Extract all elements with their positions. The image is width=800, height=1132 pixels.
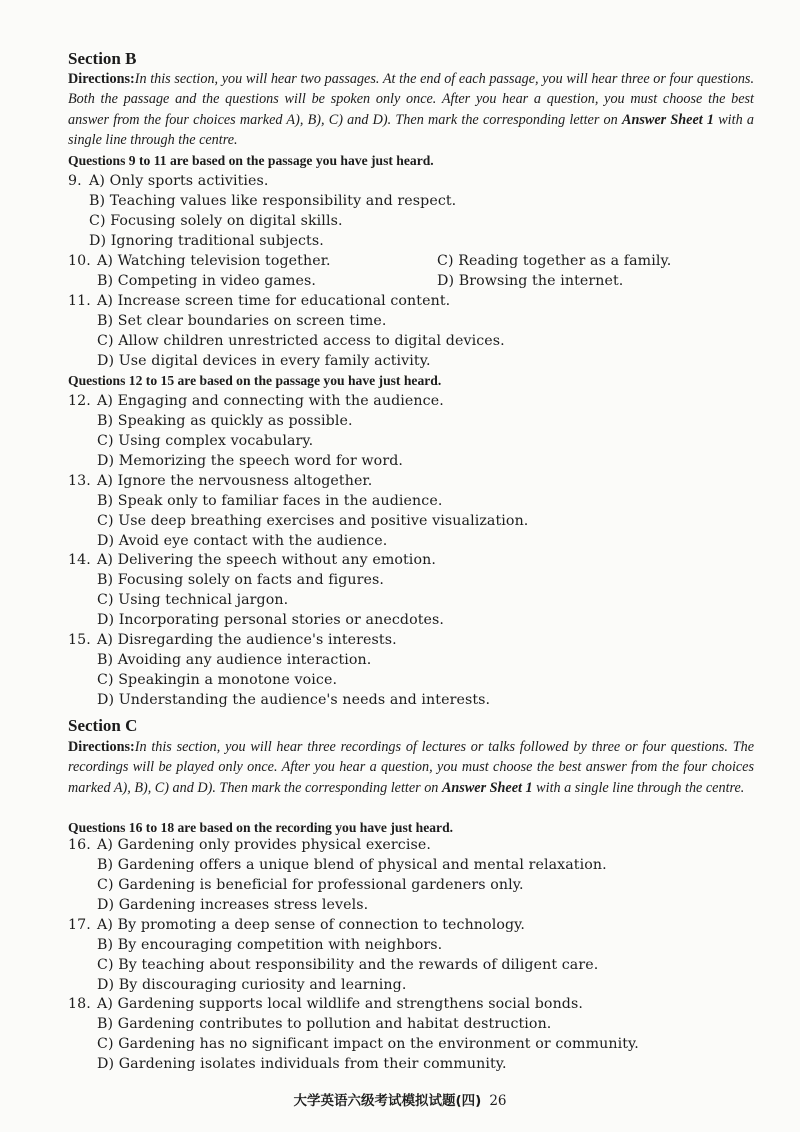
question-number: 11.: [68, 293, 91, 309]
directions-label: Directions:: [68, 739, 135, 755]
answer-sheet-ref: Answer Sheet 1: [621, 111, 714, 128]
answer-sheet-ref: Answer Sheet 1: [441, 779, 533, 796]
answer-option: A) Delivering the speech without any emotion.: [97, 552, 436, 568]
answer-option: A) Gardening supports local wildlife and strengthens social bonds.: [97, 996, 583, 1012]
question-number: 9.: [68, 173, 82, 189]
answer-option: D) Gardening isolates individuals from their community.: [97, 1056, 507, 1072]
answer-option: C) Reading together as a family.: [437, 253, 672, 269]
answer-option: C) Use deep breathing exercises and positive visualization.: [97, 513, 529, 529]
answer-option: B) Speaking as quickly as possible.: [97, 413, 353, 429]
answer-option: B) Focusing solely on facts and figures.: [97, 572, 385, 588]
answer-option: B) Avoiding any audience interaction.: [97, 652, 372, 668]
answer-option: D) Browsing the internet.: [437, 273, 624, 289]
directions-label: Directions:: [68, 71, 135, 87]
answer-option: D) Memorizing the speech word for word.: [97, 453, 403, 469]
answer-option: D) Avoid eye contact with the audience.: [97, 533, 388, 549]
answer-option: C) Gardening has no significant impact on the environment or community.: [97, 1036, 639, 1052]
question-number: 13.: [68, 473, 91, 489]
question-number: 17.: [68, 917, 91, 933]
answer-option: A) Increase screen time for educational content.: [97, 293, 451, 309]
answer-option: B) By encouraging competition with neighbors.: [97, 937, 443, 953]
answer-option: A) Disregarding the audience's interests.: [97, 632, 397, 648]
answer-option: B) Speak only to familiar faces in the audience.: [97, 493, 443, 509]
answer-option: A) Watching television together.: [97, 253, 331, 269]
answer-option: B) Gardening contributes to pollution and habitat destruction.: [97, 1016, 552, 1032]
question-number: 14.: [68, 552, 91, 568]
answer-option: D) Understanding the audience's needs and interests.: [97, 692, 491, 708]
answer-option: C) Using complex vocabulary.: [97, 433, 314, 449]
answer-option: A) Ignore the nervousness altogether.: [97, 473, 373, 489]
question-number: 12.: [68, 393, 91, 409]
answer-option: A) Engaging and connecting with the audience.: [97, 393, 444, 409]
answer-option: B) Gardening offers a unique blend of physical and mental relaxation.: [97, 857, 607, 873]
answer-option: A) Gardening only provides physical exercise.: [97, 837, 431, 853]
answer-option: D) Incorporating personal stories or anecdotes.: [97, 612, 445, 628]
question-number: 18.: [68, 996, 91, 1012]
answer-option: B) Set clear boundaries on screen time.: [97, 313, 387, 329]
question-group-heading: Questions 9 to 11 are based on the passage you have just heard.: [68, 153, 434, 168]
answer-option: C) By teaching about responsibility and the rewards of diligent care.: [97, 957, 599, 973]
question-number: 15.: [68, 632, 91, 648]
answer-option: A) By promoting a deep sense of connection to technology.: [97, 917, 525, 933]
section-b-title: Section B: [68, 49, 137, 68]
answer-option: B) Teaching values like responsibility and respect.: [89, 193, 457, 209]
page-number: 26: [489, 1093, 507, 1109]
answer-option: C) Speakingin a monotone voice.: [97, 672, 338, 688]
answer-option: C) Allow children unrestricted access to digital devices.: [97, 333, 505, 349]
footer-title: 大学英语六级考试模拟试题(四): [293, 1093, 482, 1109]
section-b-directions: [68, 69, 754, 150]
answer-option: B) Competing in video games.: [97, 273, 317, 289]
question-group-heading: Questions 12 to 15 are based on the passage you have just heard.: [68, 373, 442, 388]
page-footer: [0, 1091, 800, 1111]
section-c-directions: [68, 737, 754, 798]
question-number: 16.: [68, 837, 91, 853]
answer-option: D) Ignoring traditional subjects.: [89, 233, 324, 249]
answer-option: C) Focusing solely on digital skills.: [89, 213, 343, 229]
answer-option: A) Only sports activities.: [89, 173, 269, 189]
directions-text-end: with a single line through the centre.: [532, 779, 745, 796]
answer-option: C) Using technical jargon.: [97, 592, 289, 608]
answer-option: D) Gardening increases stress levels.: [97, 897, 369, 913]
answer-option: C) Gardening is beneficial for professional gardeners only.: [97, 877, 524, 893]
directions-text-end: with a single line through the centre.: [68, 111, 754, 148]
directions-text: In this section, you will hear three recordings of lectures or talks followed by three or four questions. The recordings will be played only once. After you hear a question, you must choose the best answer from the four choices marked A), B), C) and D). Then mark the corresponding letter on: [68, 739, 754, 796]
answer-option: D) Use digital devices in every family activity.: [97, 353, 431, 369]
answer-option: D) By discouraging curiosity and learning.: [97, 977, 407, 993]
section-c-title: Section C: [68, 716, 138, 735]
question-number: 10.: [68, 253, 91, 269]
question-group-heading: Questions 16 to 18 are based on the recording you have just heard.: [68, 820, 454, 835]
directions-text: In this section, you will hear two passages. At the end of each passage, you will hear three or four questions. Both the passage and the questions will be spoken only once. After you hear a question, you must choose the best answer from the four choices marked A), B), C) and D). Then mark the corresponding letter on: [68, 71, 754, 128]
